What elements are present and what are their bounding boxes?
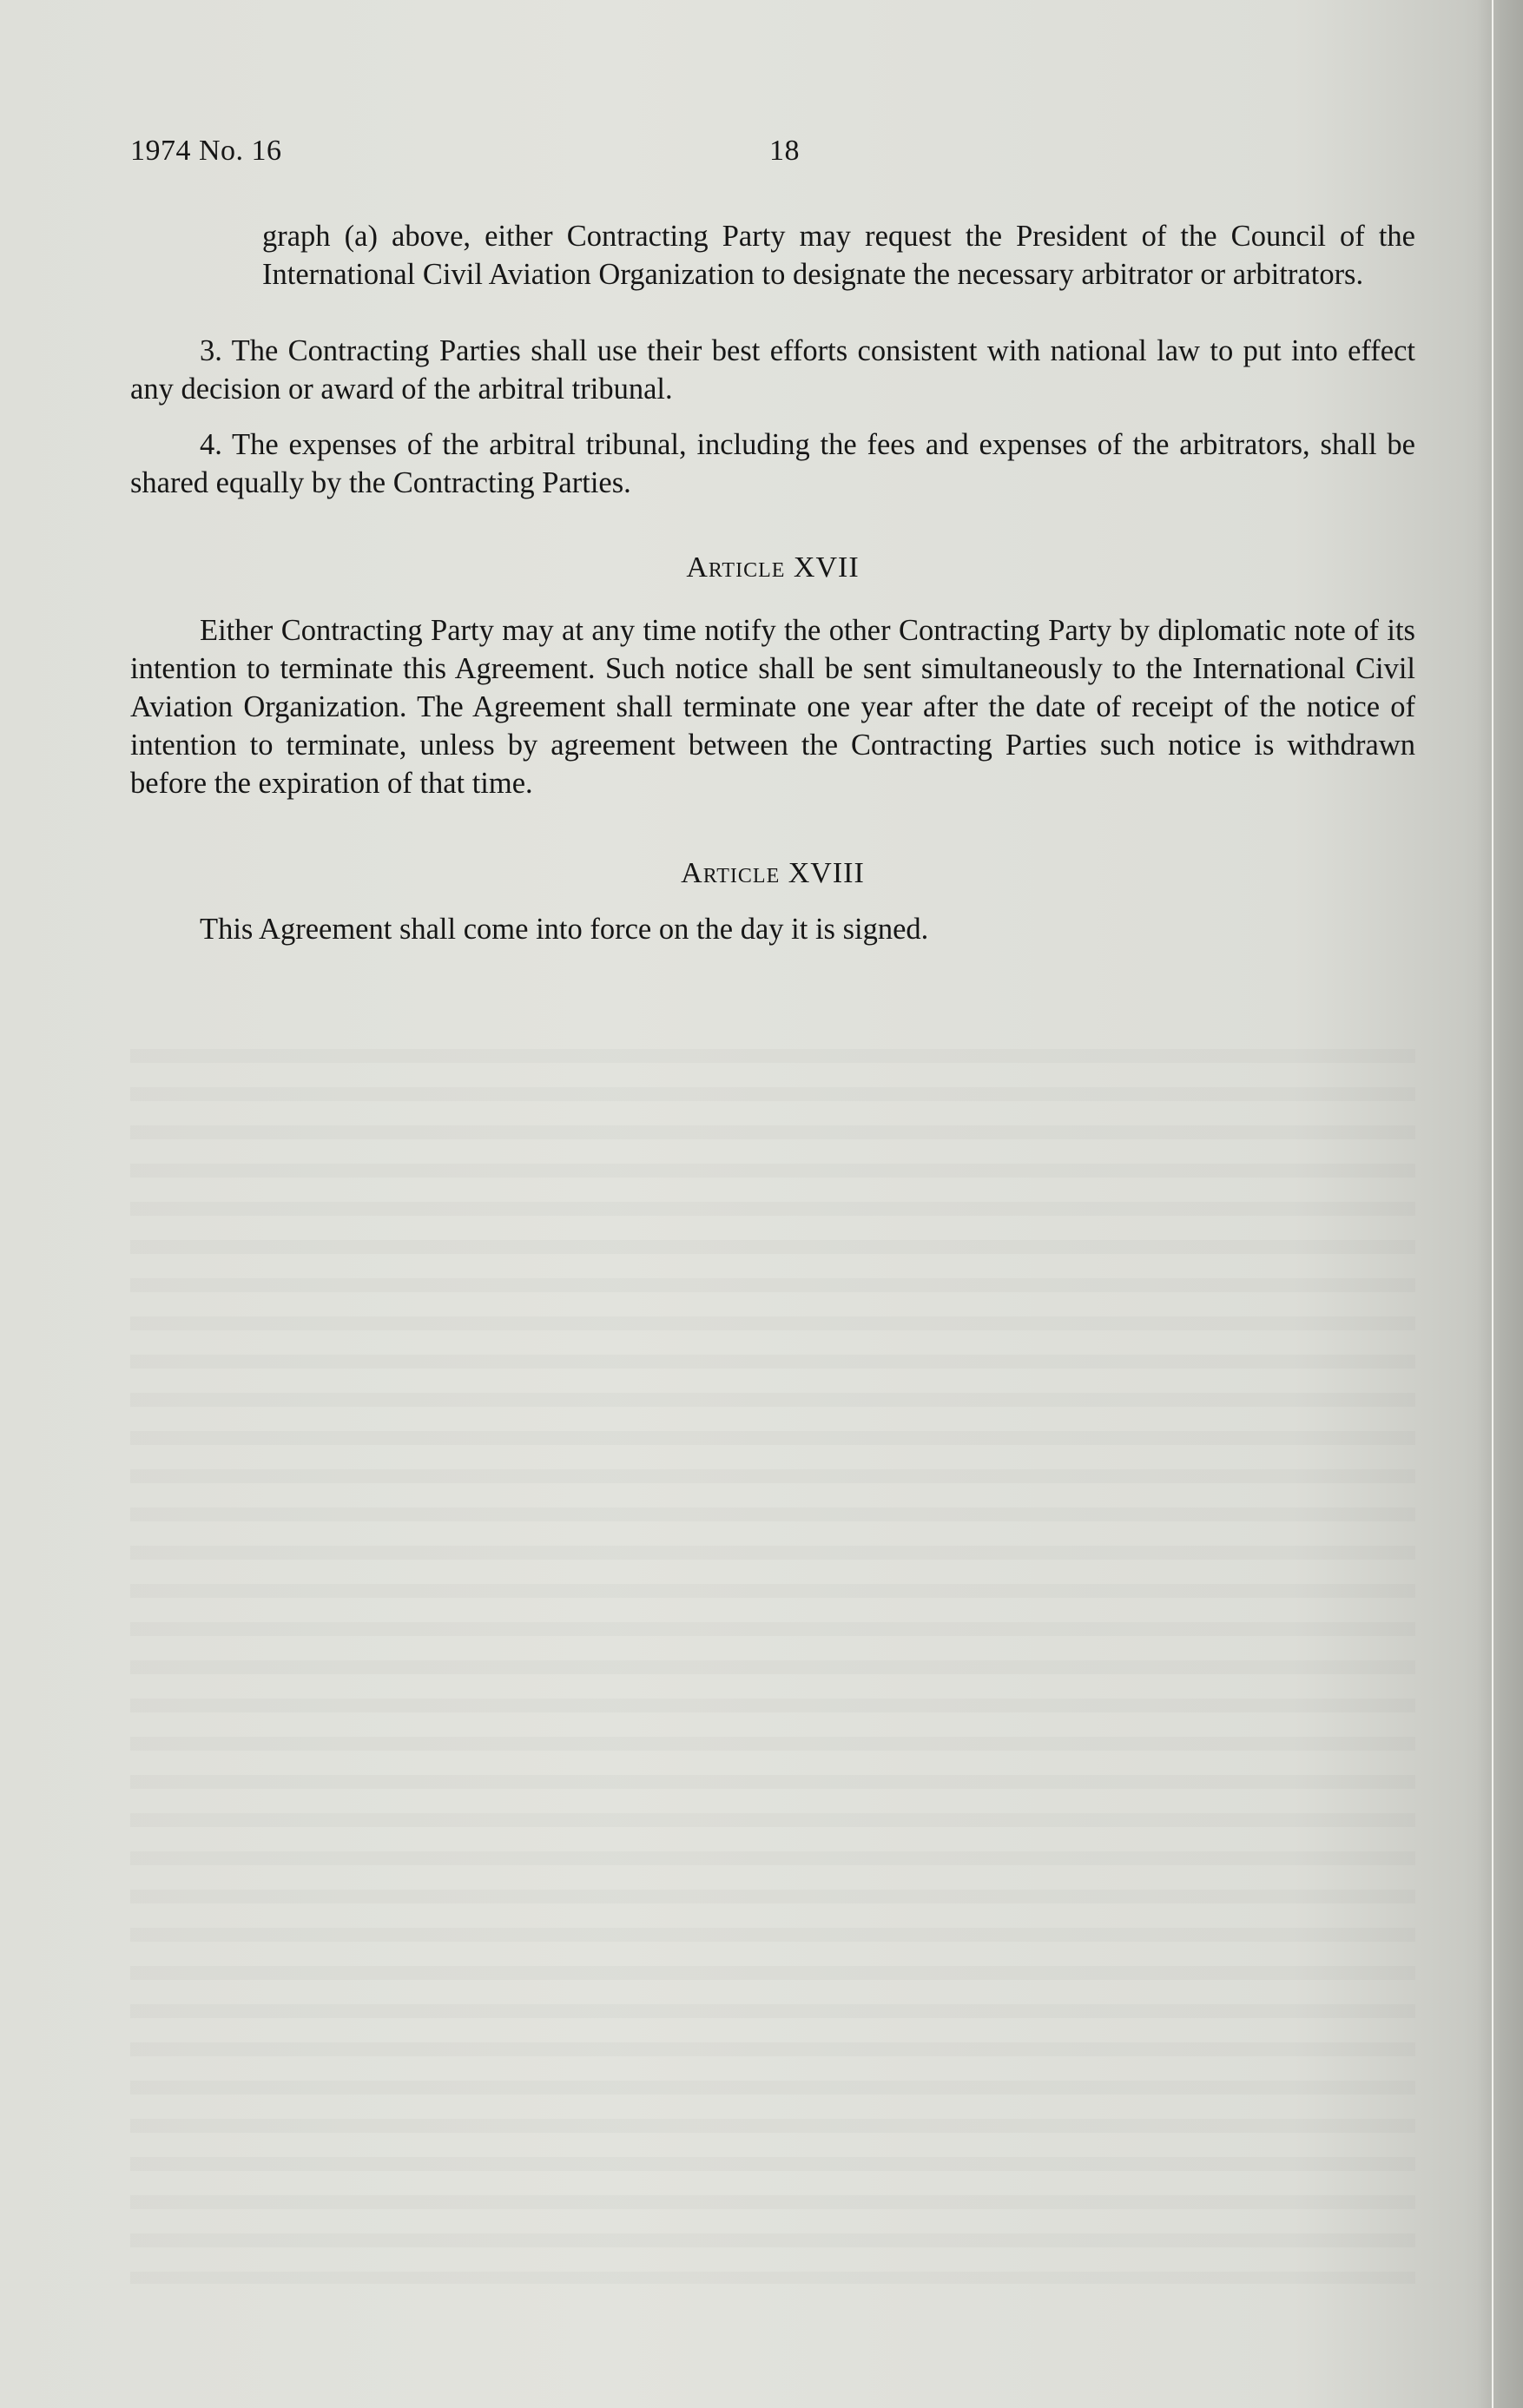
article-xviii-text: This Agreement shall come into force on the day it is signed. <box>200 913 929 946</box>
article-xvii-heading: Article XVII <box>686 551 860 584</box>
binding-edge <box>1476 0 1523 2408</box>
paragraph-3: 3. The Contracting Parties shall use their best efforts consistent with national law to put into effect any decision or award of the arbitral tribunal. <box>130 334 1415 406</box>
binding-line <box>1492 0 1493 2408</box>
document-reference: 1974 No. 16 <box>130 135 282 167</box>
article-xviii-heading: Article XVIII <box>681 857 865 889</box>
show-through-text <box>130 1025 1415 2284</box>
page-number: 18 <box>769 135 800 167</box>
page-header <box>130 135 800 168</box>
article-xvii-text: Either Contracting Party may at any time notify the other Contracting Party by diplomatic note of its intention to terminate this Agreement. Such notice shall be sent simultaneously to the International Civil Aviation Organization. The Agreement shall terminate one year after the date of receipt of the notice of intention to terminate, unless by agreement between the Contracting Parties such notice is withdrawn before the expiration of that time. <box>130 614 1415 800</box>
paragraph-4: 4. The expenses of the arbitral tribunal, including the fees and expenses of the arbitrators, shall be shared equally by the Contracting Parties. <box>130 428 1415 499</box>
page-body <box>130 217 1415 948</box>
paragraph-continuation: graph (a) above, either Contracting Party may request the President of the Council of the International Civil Aviation Organization to designate the necessary arbitrator or arbitrators. <box>262 220 1415 291</box>
